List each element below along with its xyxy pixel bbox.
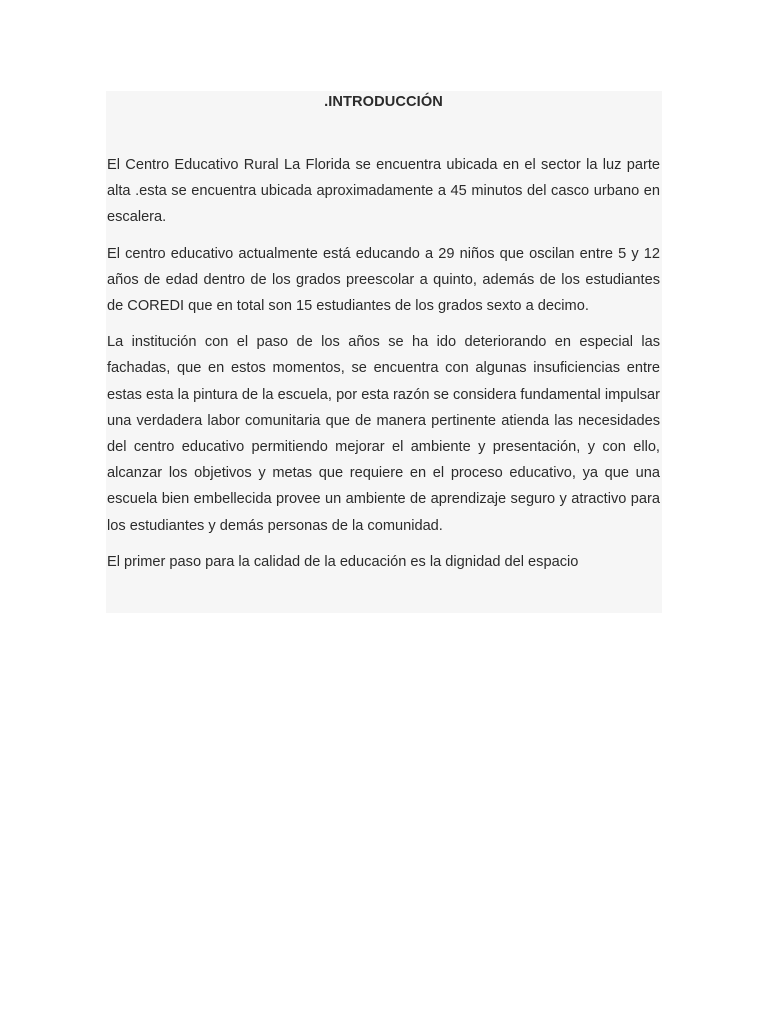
document-title: .INTRODUCCIÓN	[324, 94, 443, 110]
paragraph-location: El Centro Educativo Rural La Florida se encuentra ubicada en el sector la luz parte alta .esta se encuentra ubicada aproximadamente a 45 minutos del casco urbano en escalera.	[107, 157, 660, 226]
document-text-block	[106, 91, 662, 613]
paragraph-students: El centro educativo actualmente está educando a 29 niños que oscilan entre 5 y 12 años de edad dentro de los grados preescolar a quinto, además de los estudiantes de COREDI que en total son 15 estudiantes de los grados sexto a decimo.	[107, 245, 660, 315]
paragraph-closing: El primer paso para la calidad de la educación es la dignidad del espacio	[107, 553, 579, 570]
paragraph-institution: La institución con el paso de los años se ha ido deteriorando en especial las fachadas, que en estos momentos, se encuentra con algunas insuficiencias entre estas esta la pintura de la escuela, por esta razón se considera fundamental impulsar una verdadera labor comunitaria que de manera pertinente atienda las necesidades del centro educativo permitiendo mejorar el ambiente y presentación, y con ello, alcanzar los objetivos y metas que requiere en el proceso educativo, ya que una escuela bien embellecida provee un ambiente de aprendizaje seguro y atractivo para los estudiantes y demás personas de la comunidad.	[107, 334, 660, 534]
